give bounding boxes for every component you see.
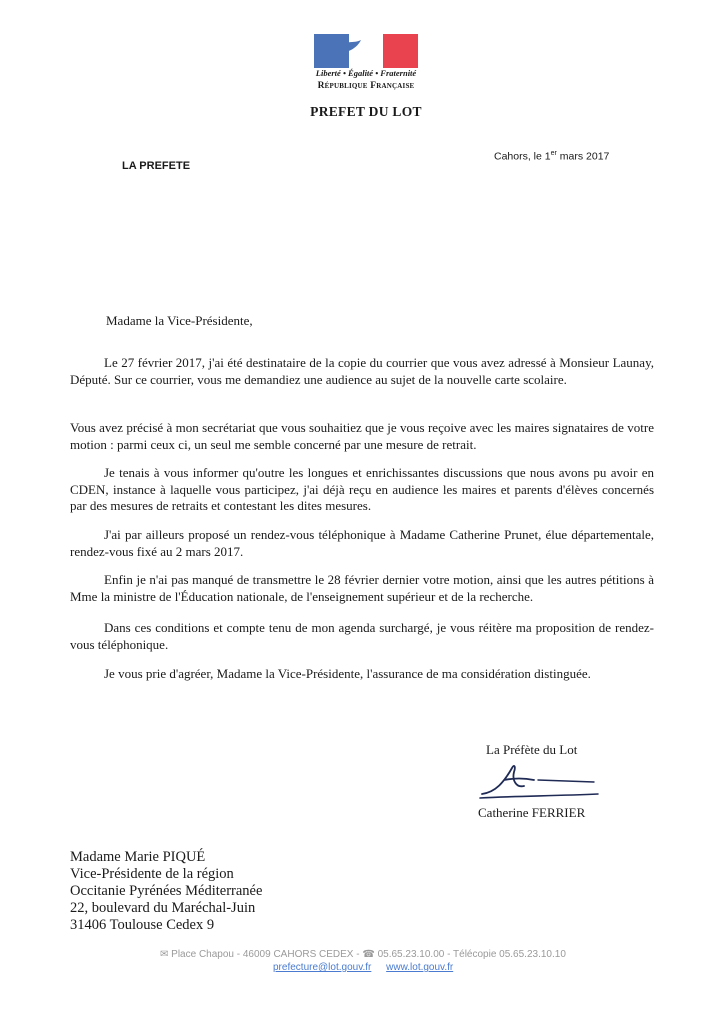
motto: Liberté • Égalité • Fraternité xyxy=(315,68,417,78)
letter-date xyxy=(494,150,609,163)
footer-links xyxy=(273,962,465,973)
paragraph-3-text: Je tenais à vous informer qu'outre les longues et enrichissantes discussions que nous avons pu avoir en CDEN, instance à laquelle vous participez, j'ai déjà reçu en audience les maires et parents d'élèves concernés par des mesures de retraits et contestant les dites mesures. xyxy=(70,465,654,513)
paragraph-1-text: Le 27 février 2017, j'ai été destinataire de la copie du courrier que vous avez adressé à Monsieur Launay, Député. Sur ce courrier, vous me demandiez une audience au sujet de la nouvelle carte scolaire. xyxy=(70,355,654,387)
paragraph-2 xyxy=(70,420,654,453)
paragraph-5 xyxy=(70,572,654,605)
handwritten-signature xyxy=(474,758,604,808)
marianne-profile-icon xyxy=(349,34,384,68)
recipient-line-2: Vice-Présidente de la région xyxy=(70,866,234,882)
recipient-line-3: Occitanie Pyrénées Méditerranée xyxy=(70,883,263,899)
date-prefix: Cahors, le 1 xyxy=(494,150,551,163)
flag-blue-band xyxy=(314,34,349,68)
recipient-line-4: 22, boulevard du Maréchal-Juin xyxy=(70,900,256,916)
republique-francaise-logo xyxy=(314,34,418,68)
paragraph-4 xyxy=(70,527,654,560)
recipient-line-1: Madame Marie PIQUÉ xyxy=(70,849,206,865)
recipient-line-5: 31406 Toulouse Cedex 9 xyxy=(70,917,215,933)
paragraph-4-text: J'ai par ailleurs proposé un rendez-vous téléphonique à Madame Catherine Prunet, élue départementale, rendez-vous fixé au 2 mars 2017. xyxy=(70,527,654,559)
republique-francaise: République Française xyxy=(317,81,415,91)
flag-red-band xyxy=(383,34,418,68)
paragraph-7-text: Je vous prie d'agréer, Madame la Vice-Présidente, l'assurance de ma considération distinguée. xyxy=(104,666,591,681)
sender-label: LA PREFETE xyxy=(122,160,191,172)
paragraph-3 xyxy=(70,465,654,515)
date-sup: er xyxy=(550,150,557,157)
salutation: Madame la Vice-Présidente, xyxy=(106,313,253,328)
paragraph-2-text: Vous avez précisé à mon secrétariat que vous souhaitiez que je vous reçoive avec les maires signataires de votre motion : parmi ceux ci, un seul me semble concerné par une mesure de retrait. xyxy=(70,420,654,452)
paragraph-6-text: Dans ces conditions et compte tenu de mon agenda surchargé, je vous réitère ma proposition de rendez-vous téléphonique. xyxy=(70,620,654,652)
paragraph-6 xyxy=(70,620,654,653)
signature-title: La Préfète du Lot xyxy=(486,742,578,757)
paragraph-7 xyxy=(70,666,654,683)
recipient-address xyxy=(70,849,262,934)
footer-address: ✉ Place Chapou - 46009 CAHORS CEDEX - ☎ 05.65.23.10.00 - Télécopie 05.65.23.10.10 xyxy=(160,949,566,960)
paragraph-5-text: Enfin je n'ai pas manqué de transmettre le 28 février dernier votre motion, ainsi que les autres pétitions à Mme la ministre de l'Éducation nationale, de l'enseignement supérieur et de la recherche. xyxy=(70,572,654,604)
date-suffix: mars 2017 xyxy=(556,150,610,163)
flag-white-band xyxy=(349,34,384,68)
signatory-name: Catherine FERRIER xyxy=(478,805,586,820)
website-link[interactable]: www.lot.gouv.fr xyxy=(386,962,454,973)
email-link[interactable]: prefecture@lot.gouv.fr xyxy=(273,962,372,973)
prefet-title: PREFET DU LOT xyxy=(310,104,422,119)
paragraph-1 xyxy=(70,355,654,388)
